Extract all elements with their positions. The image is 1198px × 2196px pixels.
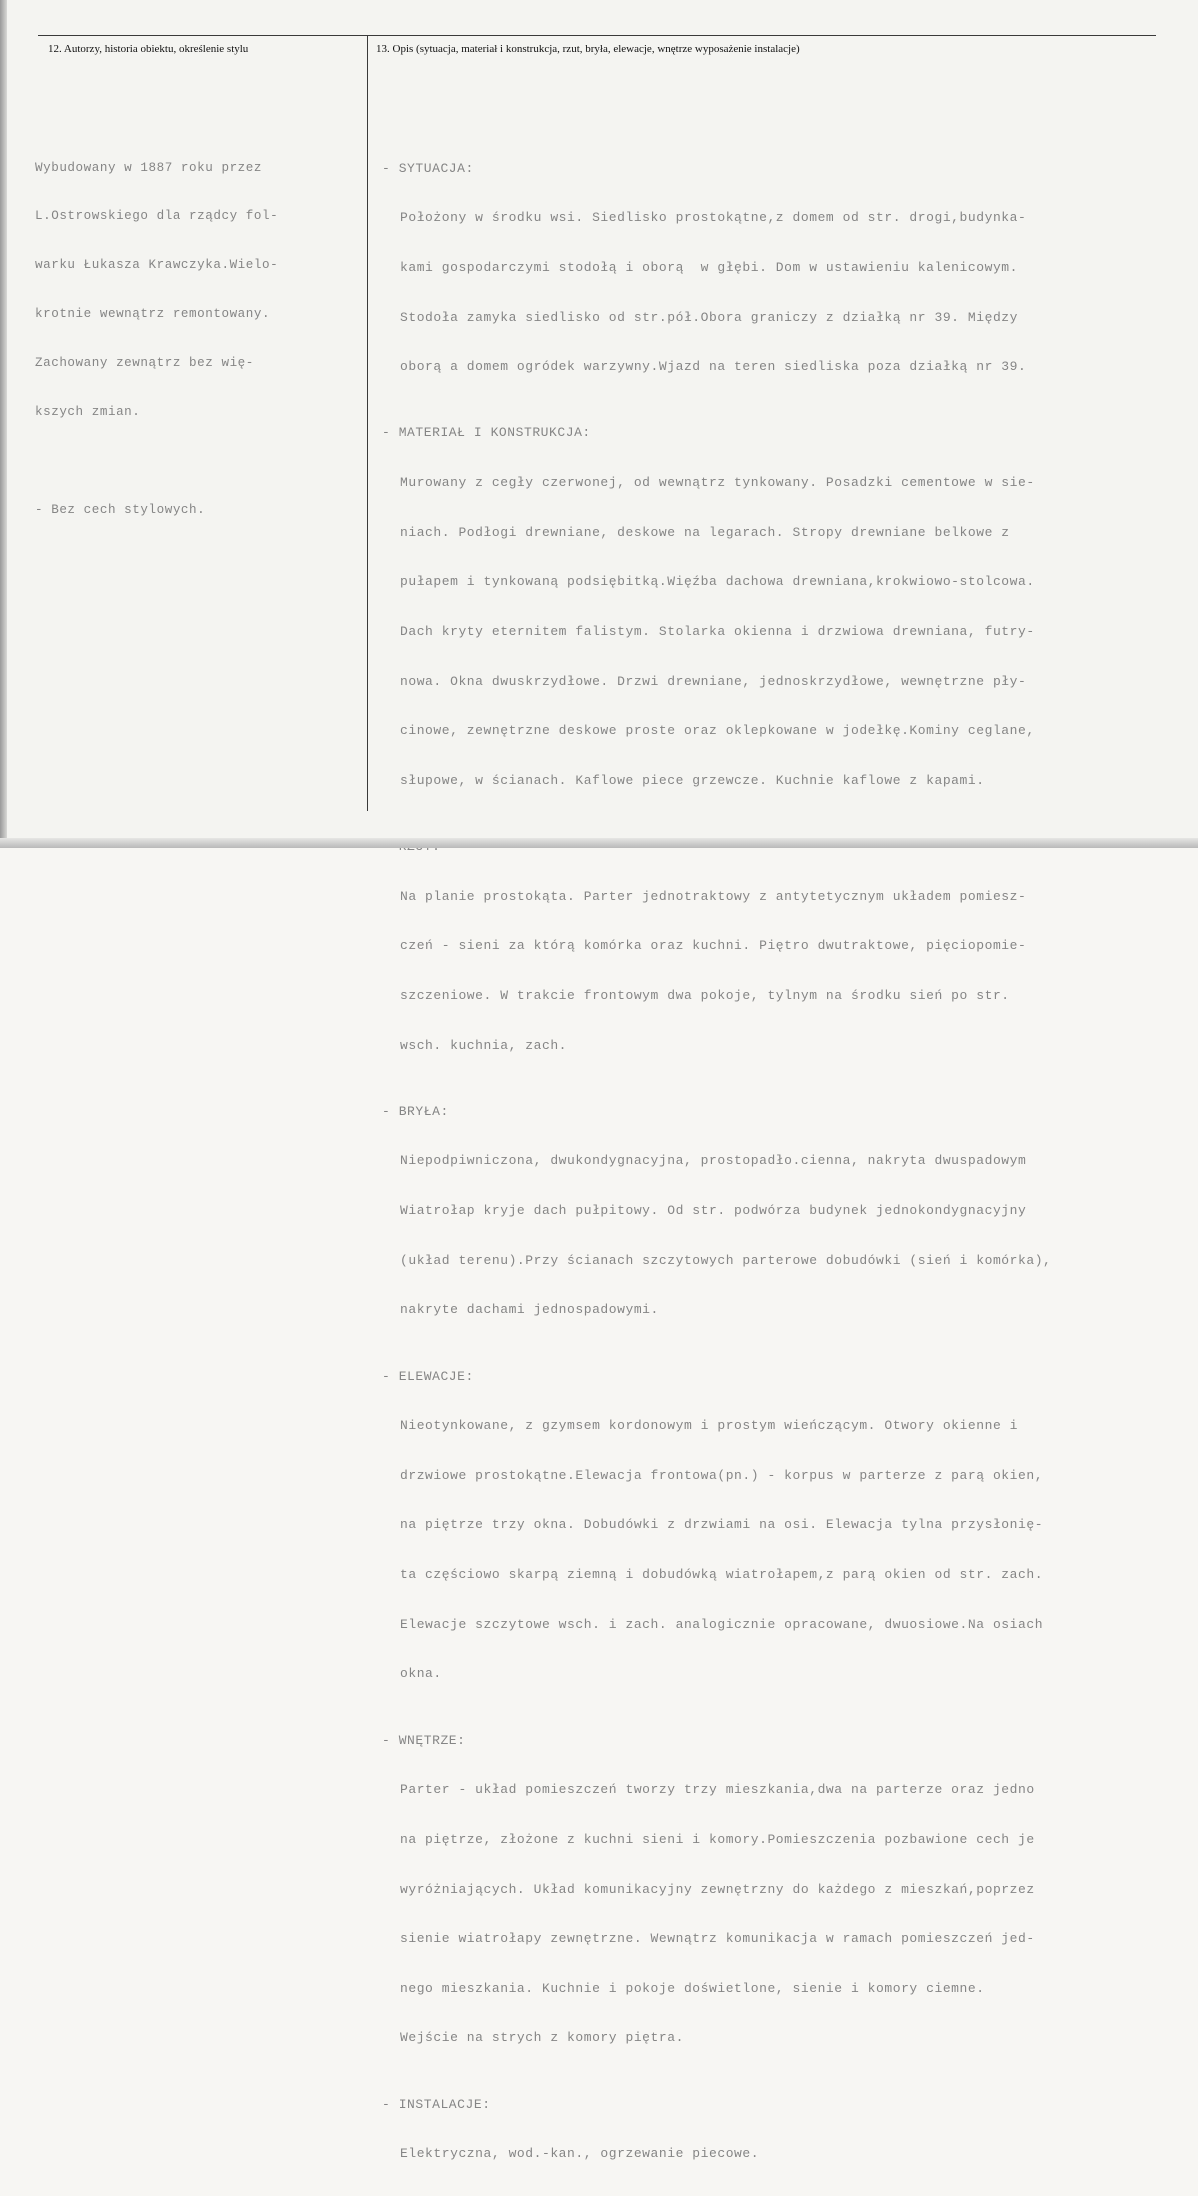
description-line: nego mieszkania. Kuchnie i pokoje doświetlone, sienie i komory ciemne. <box>400 1980 985 1996</box>
description-line: na piętrze trzy okna. Dobudówki z drzwiami na osi. Elewacja tylna przysłonię- <box>400 1517 1044 1533</box>
section-heading-wnetrze: - WNĘTRZE: <box>382 1732 466 1748</box>
description-line: sienie wiatrołapy zewnętrzne. Wewnątrz komunikacja w ramach pomieszczeń jed- <box>400 1931 1035 1947</box>
right-column-header: 13. Opis (sytuacja, materiał i konstrukcja, rzut, bryła, elewacje, wnętrze wyposażenie instalacje) <box>376 43 800 55</box>
description-line: oborą a domem ogródek warzywny.Wjazd na teren siedliska poza działką nr 39. <box>400 359 1027 375</box>
description-line: Położony w środku wsi. Siedlisko prostokątne,z domem od str. drogi,budynka- <box>400 210 1027 226</box>
description-line: niach. Podłogi drewniane, deskowe na legarach. Stropy drewniane belkowe z <box>400 524 1010 540</box>
section-heading-elewacje: - ELEWACJE: <box>382 1368 474 1384</box>
history-line: L.Ostrowskiego dla rządcy fol- <box>35 209 279 224</box>
description-line: wsch. kuchnia, zach. <box>400 1037 568 1053</box>
description-line: drzwiowe prostokątne.Elewacja frontowa(pn.) - korpus w parterze z parą okien, <box>400 1467 1044 1483</box>
description-line: cinowe, zewnętrzne deskowe proste oraz oklepkowane w jodełkę.Kominy ceglane, <box>400 723 1035 739</box>
description-line: pułapem i tynkowaną podsiębitką.Więźba dachowa drewniana,krokwiowo-stolcowa. <box>400 574 1035 590</box>
description-line: Na planie prostokąta. Parter jednotraktowy z antytetycznym układem pomiesz- <box>400 888 1027 904</box>
header-rule <box>38 35 1156 36</box>
description-line: na piętrze, złożone z kuchni sieni i komory.Pomieszczenia pozbawione cech je <box>400 1831 1035 1847</box>
style-note: - Bez cech stylowych. <box>35 502 206 517</box>
description-line: ta częściowo skarpą ziemną i dobudówką wiatrołapem,z parą okien od str. zach. <box>400 1567 1044 1583</box>
page-bottom-shadow <box>0 838 1198 848</box>
history-line: Zachowany zewnątrz bez wię- <box>35 356 254 371</box>
page-left-shadow <box>0 0 7 848</box>
description-line: Parter - układ pomieszczeń tworzy trzy mieszkania,dwa na parterze oraz jedno <box>400 1782 1035 1798</box>
description-line: słupowe, w ścianach. Kaflowe piece grzewcze. Kuchnie kaflowe z kapami. <box>400 772 985 788</box>
description-line: Nieotynkowane, z gzymsem kordonowym i prostym wieńczącym. Otwory okienne i <box>400 1418 1018 1434</box>
history-line: krotnie wewnątrz remontowany. <box>35 307 271 322</box>
spacer <box>35 453 278 469</box>
section-heading-bryla: - BRYŁA: <box>382 1103 449 1119</box>
history-line: warku Łukasza Krawczyka.Wielo- <box>35 258 279 273</box>
section-heading-instalacje: - INSTALACJE: <box>382 2096 491 2112</box>
description-line: Elewacje szczytowe wsch. i zach. analogicznie opracowane, dwuosiowe.Na osiach <box>400 1616 1044 1632</box>
history-line: Wybudowany w 1887 roku przez <box>35 160 263 175</box>
description-line: Wiatrołap kryje dach pułpitowy. Od str. podwórza budynek jednokondygnacyjny <box>400 1203 1027 1219</box>
description-line: Murowany z cegły czerwonej, od wewnątrz tynkowany. Posadzki cementowe w sie- <box>400 475 1035 491</box>
description-line: wyróżniających. Układ komunikacyjny zewnętrzny do każdego z mieszkań,poprzez <box>400 1881 1035 1897</box>
description-line: Wejście na strych z komory piętra. <box>400 2030 684 2046</box>
left-column-header: 12. Autorzy, historia obiektu, określenie stylu <box>48 43 249 55</box>
description-line: Stodoła zamyka siedlisko od str.pół.Obora graniczy z działką nr 39. Między <box>400 309 1018 325</box>
description-line: okna. <box>400 1666 442 1682</box>
description-line: szczeniowe. W trakcie frontowym dwa pokoje, tylnym na środku sień po str. <box>400 987 1010 1003</box>
description-line: kami gospodarczymi stodołą i oborą w głębi. Dom w ustawieniu kalenicowym. <box>400 259 1018 275</box>
history-text <box>35 127 278 551</box>
column-divider <box>367 35 368 811</box>
description-line: czeń - sieni za którą komórka oraz kuchni. Piętro dwutraktowe, pięciopomie- <box>400 938 1027 954</box>
history-line: kszych zmian. <box>35 405 141 420</box>
description-line: Elektryczna, wod.-kan., ogrzewanie piecowe. <box>400 2146 760 2162</box>
description-line: Niepodpiwniczona, dwukondygnacyjna, prostopadło.cienna, nakryta dwuspadowym <box>400 1153 1027 1169</box>
description-line: nowa. Okna dwuskrzydłowe. Drzwi drewniane, jednoskrzydłowe, wewnętrzne pły- <box>400 673 1027 689</box>
section-heading-sytuacja: - SYTUACJA: <box>382 160 474 176</box>
section-heading-material: - MATERIAŁ I KONSTRUKCJA: <box>382 425 591 441</box>
description-line: nakryte dachami jednospadowymi. <box>400 1302 659 1318</box>
description-line: (układ terenu).Przy ścianach szczytowych parterowe dobudówki (sień i komórka), <box>400 1252 1052 1268</box>
description-text <box>382 111 1051 2196</box>
description-line: Dach kryty eternitem falistym. Stolarka okienna i drzwiowa drewniana, futry- <box>400 623 1035 639</box>
